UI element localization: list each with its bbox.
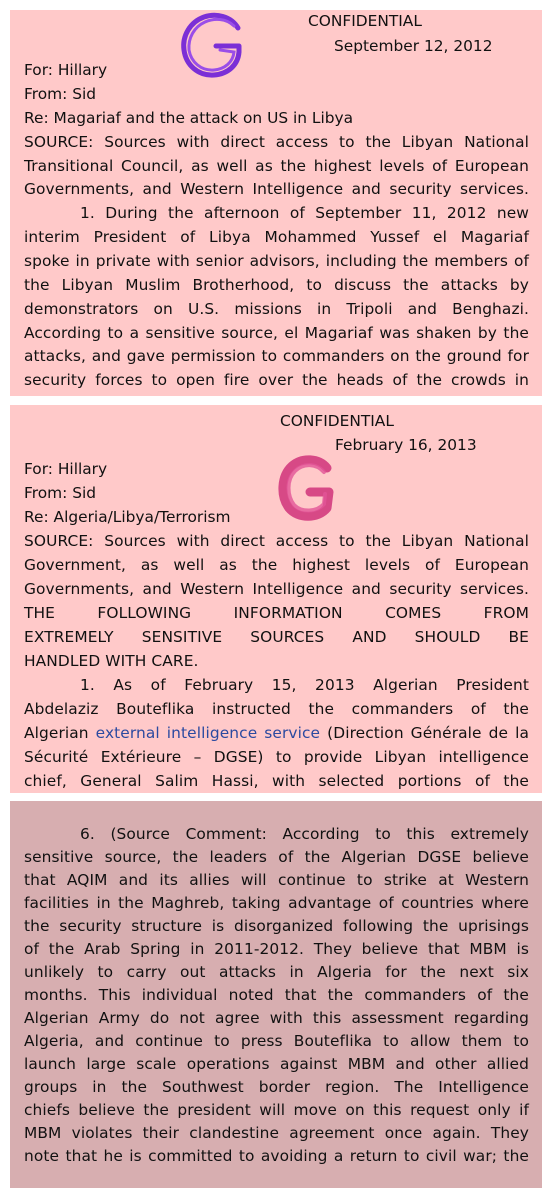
body-line: security forces to open fire over the heads of the crowds in [24,371,529,389]
body-line: that AQIM and its allies will continue to strike at Western [24,871,529,889]
g-stamp-pink [272,452,344,524]
body-line: Algeria, and continue to press Bouteflika to allow them to [24,1032,529,1050]
body-line: Transitional Council, as well as the highest levels of European [24,157,529,175]
memo-date: September 12, 2012 [334,37,493,55]
memo-for: For: Hillary [24,61,108,79]
body-line: unlikely to carry out attacks in Algeria for the next six [24,963,529,981]
memo-for: For: Hillary [24,460,108,478]
intelligence-service-link[interactable]: external intelligence service [95,724,321,742]
body-line: facilities in the Maghreb, taking advantage of countries where [24,894,529,912]
body-line: Governments, and Western Intelligence and security services. [24,580,529,598]
body-line: Algerian Army do not agree with this assessment regarding [24,1009,529,1027]
body-line: Government, as well as the highest levels of European [24,556,529,574]
body-text: Algerian [24,724,89,742]
memo-panel-3 [10,801,542,1188]
classification-label: CONFIDENTIAL [308,12,422,30]
body-line: sensitive source, the leaders of the Algerian DGSE believe [24,848,529,866]
body-line: the Libyan Muslim Brotherhood, to discuss the attacks by [24,276,529,294]
body-line: 1. As of February 15, 2013 Algerian President [80,676,529,694]
body-line: interim President of Libya Mohammed Yussef el Magariaf [24,228,529,246]
memo-date: February 16, 2013 [335,436,477,454]
body-line: demonstrators on U.S. missions in Tripoli and Benghazi. [24,300,529,318]
body-line: Sécurité Extérieure – DGSE) to provide Libyan intelligence [24,748,529,766]
body-line: MBM violates their clandestine agreement once again. They [24,1124,529,1142]
memo-from: From: Sid [24,484,97,502]
memo-from: From: Sid [24,85,97,103]
body-line: months. This individual noted that the commanders of the [24,986,529,1004]
body-line-with-link [24,722,529,744]
body-line: Governments, and Western Intelligence and security services. [24,180,529,198]
body-line: attacks, and gave permission to commanders on the ground for [24,347,529,365]
body-line: According to a sensitive source, el Magariaf was shaken by the [24,324,529,342]
body-line: note that he is committed to avoiding a return to civil war; the [24,1147,529,1165]
body-line: EXTREMELY SENSITIVE SOURCES AND SHOULD BE [24,628,529,646]
memo-panel-2 [10,405,542,793]
body-line: chiefs believe the president will move on this request only if [24,1101,529,1119]
body-line: HANDLED WITH CARE. [24,652,199,670]
body-line: SOURCE: Sources with direct access to the Libyan National [24,133,529,151]
g-stamp-purple [176,10,250,82]
body-line: launch large scale operations against MBM and other allied [24,1055,529,1073]
memo-subject: Re: Magariaf and the attack on US in Libya [24,109,354,127]
body-line: chief, General Salim Hassi, with selected portions of the [24,772,529,790]
memo-subject: Re: Algeria/Libya/Terrorism [24,508,231,526]
body-line: THE FOLLOWING INFORMATION COMES FROM [24,604,529,622]
classification-label: CONFIDENTIAL [280,412,394,430]
body-line: the security structure is disorganized following the uprisings [24,917,529,935]
body-line: Abdelaziz Bouteflika instructed the commanders of the [24,700,529,718]
body-text: (Direction Générale de la [327,724,529,742]
body-line: of the Arab Spring in 2011-2012. They believe that MBM is [24,940,529,958]
body-line: SOURCE: Sources with direct access to the Libyan National [24,532,529,550]
body-line: 1. During the afternoon of September 11, 2012 new [80,204,529,222]
body-line: groups in the Southwest border region. The Intelligence [24,1078,529,1096]
body-line: spoke in private with senior advisors, including the members of [24,252,529,270]
memo-panel-1 [10,10,542,396]
body-line: 6. (Source Comment: According to this extremely [80,825,529,843]
